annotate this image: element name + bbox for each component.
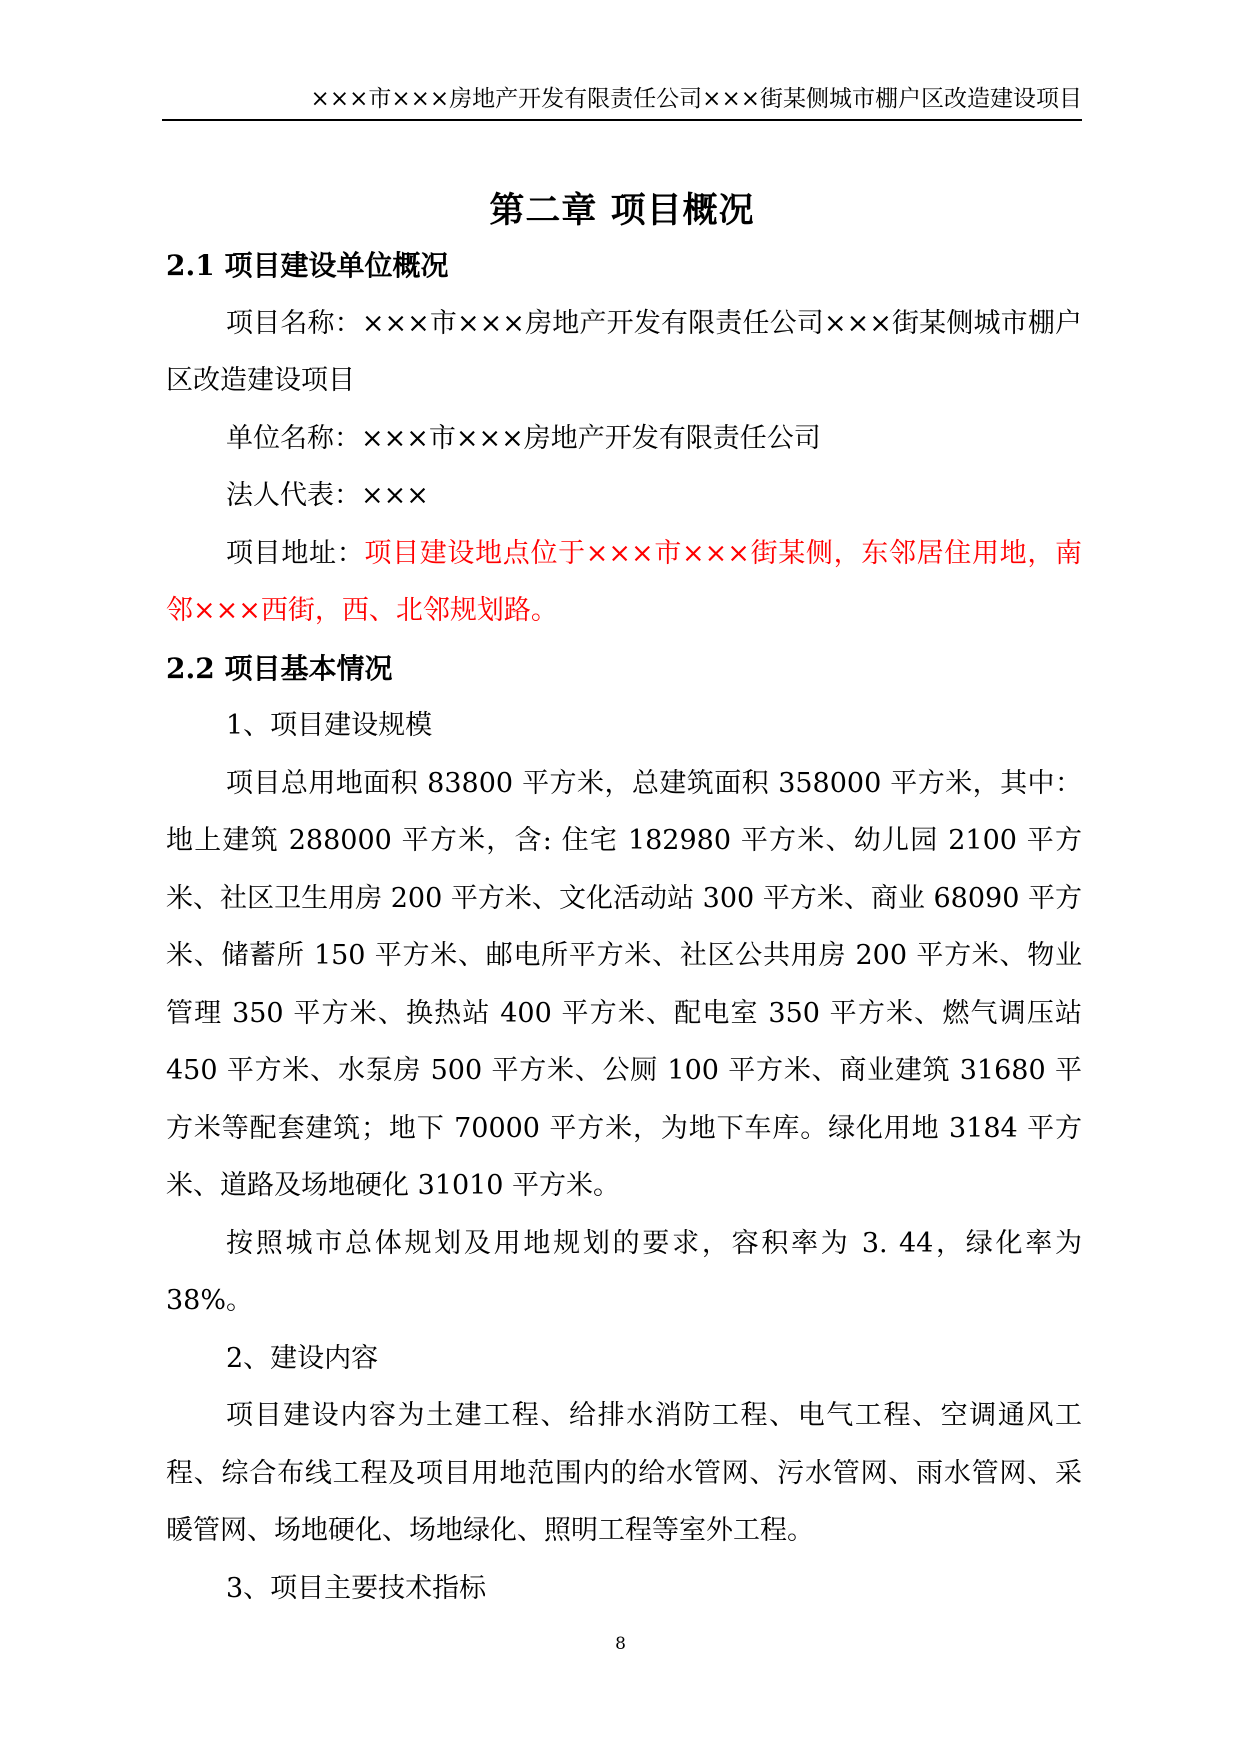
plot-ratio-paragraph: 按照城市总体规划及用地规划的要求，容积率为 3. 44，绿化率为 38%。: [166, 1227, 1082, 1316]
chapter-title: 第二章 项目概况: [489, 190, 755, 232]
address-label: 项目地址：: [226, 537, 365, 569]
section-heading-2-2: 2.2 项目基本情况: [166, 651, 393, 685]
item-2-title: 2、建设内容: [226, 1342, 379, 1374]
legal-rep-paragraph: 法人代表：×××: [226, 480, 429, 511]
project-address-paragraph: [166, 525, 1082, 640]
item-3-title: 3、项目主要技术指标: [226, 1572, 487, 1604]
running-header: ×××市×××房地产开发有限责任公司×××街某侧城市棚户区改造建设项目: [310, 86, 1082, 112]
construction-content-paragraph: 项目建设内容为土建工程、给排水消防工程、电气工程、空调通风工程、综合布线工程及项目用地范围内的给水管网、污水管网、雨水管网、采暖管网、场地硬化、场地绿化、照明工程等室外工程。: [166, 1400, 1082, 1546]
construction-scale-paragraph: 项目总用地面积 83800 平方米，总建筑面积 358000 平方米，其中：地上建筑 288000 平方米，含: 住宅 182980 平方米、幼儿园 2100 平方米、社区卫生用房 200 平方米、文化活动站 300 平方米、商业 68090 平方米、储蓄所 150 平方米、邮电所平方米、社区公共用房 200 平方米、物业管理 350 平方米、换热站 400 平方米、配电室 350 平方米、燃气调压站 450 平方米、水泵房 500 平方米、公厕 100 平方米、商业建筑 31680 平方米等配套建筑；地下 70000 平方米，为地下车库。绿化用地 3184 平方米、道路及场地硬化 31010 平方米。: [166, 767, 1082, 1201]
project-name-paragraph: 项目名称：×××市×××房地产开发有限责任公司×××街某侧城市棚户区改造建设项目: [166, 307, 1082, 396]
header-divider: [162, 119, 1082, 121]
document-body: [166, 237, 1082, 1617]
item-1-title: 1、项目建设规模: [226, 710, 433, 741]
unit-name-paragraph: 单位名称：×××市×××房地产开发有限责任公司: [226, 422, 821, 454]
page-number: 8: [615, 1634, 626, 1654]
address-value: 项目建设地点位于×××市×××街某侧，东邻居住用地，南邻×××西街，西、北邻规划路。: [166, 537, 1082, 626]
section-heading-2-1: 2.1 项目建设单位概况: [166, 249, 449, 282]
